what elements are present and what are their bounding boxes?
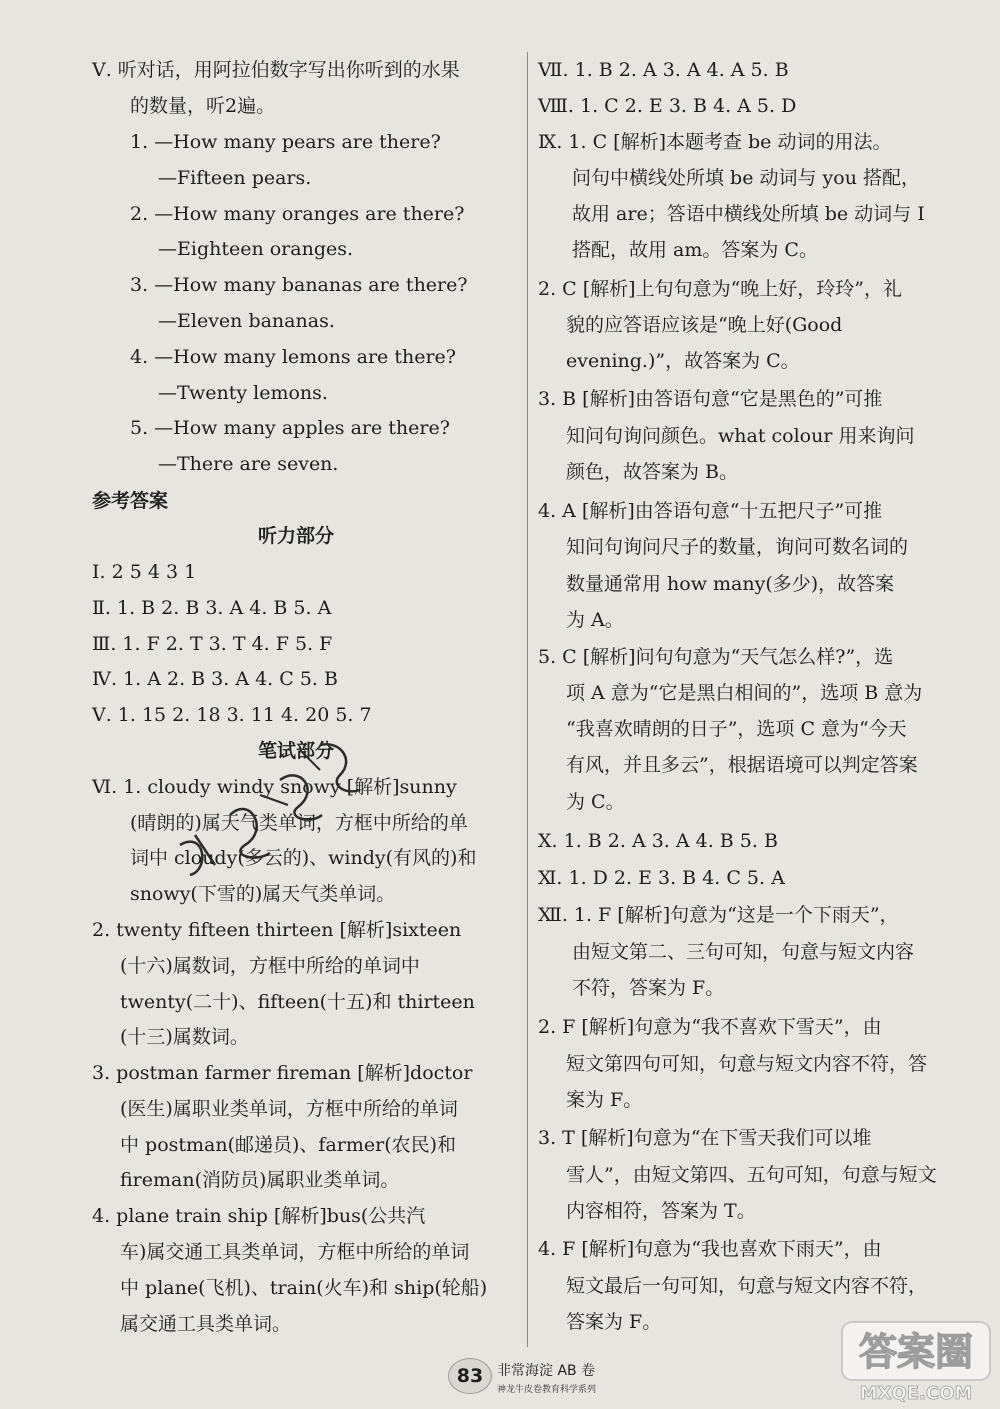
text-line: 3. B [解析]由答语句意“它是黑色的”可推: [538, 388, 883, 410]
text-line: Ⅸ. 1. C [解析]本题考查 be 动词的用法。: [538, 131, 892, 153]
text-line: 4. A [解析]由答语句意“十五把尺子”可推: [538, 500, 883, 522]
series-name: 神龙牛皮卷教育科学系列: [497, 1385, 597, 1395]
handwriting-scribble: [170, 735, 390, 885]
text-line: —Eighteen oranges.: [158, 238, 354, 260]
text-line: Ⅰ. 2 5 4 3 1: [92, 561, 197, 583]
text-line: Ⅶ. 1. B 2. A 3. A 4. A 5. B: [538, 59, 789, 81]
text-line: 2. C [解析]上句句意为“晚上好，玲玲”，礼: [538, 278, 902, 300]
text-line: Ⅻ. 1. F [解析]句意为“这是一个下雨天”，: [538, 904, 899, 926]
text-line: 2. twenty fifteen thirteen [解析]sixteen: [92, 919, 462, 941]
text-line: 内容相符，答案为 T。: [566, 1200, 756, 1222]
text-line: Ⅹ. 1. B 2. A 3. A 4. B 5. B: [538, 830, 778, 852]
text-line: (十六)属数词，方框中所给的单词中: [120, 955, 420, 977]
text-line: 2. —How many oranges are there?: [130, 203, 465, 225]
text-line: —Twenty lemons.: [158, 382, 328, 404]
text-line: 短文最后一句可知，句意与短文内容不符，: [566, 1275, 928, 1297]
text-line: 4. plane train ship [解析]bus(公共汽: [92, 1205, 426, 1227]
text-line: 属交通工具类单词。: [120, 1313, 292, 1335]
text-line: 搭配，故用 am。答案为 C。: [572, 239, 818, 261]
text-line: 车)属交通工具类单词，方框中所给的单词: [120, 1241, 470, 1263]
text-line: 数量通常用 how many(多少)，故答案: [566, 573, 895, 595]
section-heading: 参考答案: [92, 490, 169, 512]
text-line: 为 A。: [566, 609, 624, 631]
text-line: Ⅴ. 听对话，用阿拉伯数字写出你听到的水果: [92, 59, 460, 81]
text-line: Ⅱ. 1. B 2. B 3. A 4. B 5. A: [92, 597, 332, 619]
text-line: 知问句询问尺子的数量，询问可数名词的: [566, 536, 909, 558]
section-heading: 笔试部分: [258, 740, 335, 762]
text-line: 3. T [解析]句意为“在下雪天我们可以堆: [538, 1127, 872, 1149]
text-line: 案为 F。: [566, 1089, 643, 1111]
text-line: 5. C [解析]问句句意为“天气怎么样?”，选: [538, 646, 894, 668]
text-line: —Fifteen pears.: [158, 167, 312, 189]
text-line: Ⅷ. 1. C 2. E 3. B 4. A 5. D: [538, 95, 797, 117]
watermark-logo: [838, 1318, 994, 1404]
text-line: 不符，答案为 F。: [572, 977, 725, 999]
text-line: 由短文第二、三句可知，句意与短文内容: [572, 941, 915, 963]
text-line: 4. F [解析]句意为“我也喜欢下雨天”，由: [538, 1238, 882, 1260]
text-line: “我喜欢晴朗的日子”，选项 C 意为“今天: [566, 718, 907, 740]
text-line: 颜色，故答案为 B。: [566, 461, 739, 483]
text-line: 词中 cloudy(多云的)、windy(有风的)和: [130, 847, 477, 869]
text-line: 4. —How many lemons are there?: [130, 346, 456, 368]
book-title: 非常海淀 AB 卷: [497, 1363, 596, 1379]
text-line: fireman(消防员)属职业类单词。: [120, 1169, 400, 1191]
text-line: (晴朗的)属天气类单词，方框中所给的单: [130, 812, 468, 834]
text-line: 3. —How many bananas are there?: [130, 274, 468, 296]
text-line: 中 postman(邮递员)、farmer(农民)和: [120, 1134, 457, 1156]
text-line: —Eleven bananas.: [158, 310, 335, 332]
text-line: 知问句询问颜色。what colour 用来询问: [566, 425, 915, 447]
text-line: 短文第四句可知，句意与短文内容不符，答: [566, 1053, 928, 1075]
text-line: 故用 are；答语中横线处所填 be 动词与 I: [572, 203, 925, 225]
text-line: 问句中横线处所填 be 动词与 you 搭配，: [572, 167, 920, 189]
watermark-url: MXQE.COM: [859, 1383, 973, 1404]
text-line: 5. —How many apples are there?: [130, 417, 450, 439]
text-line: 1. —How many pears are there?: [130, 131, 441, 153]
text-line: 项 A 意为“它是黑白相间的”，选项 B 意为: [566, 682, 923, 704]
column-divider: [527, 52, 528, 1347]
text-line: 雪人”，由短文第四、五句可知，句意与短文: [566, 1164, 937, 1186]
text-line: snowy(下雪的)属天气类单词。: [130, 883, 396, 905]
text-line: Ⅵ. 1. cloudy windy snowy [解析]sunny: [92, 776, 457, 798]
text-line: 答案为 F。: [566, 1311, 662, 1333]
text-line: Ⅲ. 1. F 2. T 3. T 4. F 5. F: [92, 633, 333, 655]
text-line: 为 C。: [566, 791, 625, 813]
text-line: 中 plane(飞机)、train(火车)和 ship(轮船): [120, 1277, 488, 1299]
text-line: 有风，并且多云”，根据语境可以判定答案: [566, 754, 918, 776]
text-line: 2. F [解析]句意为“我不喜欢下雪天”，由: [538, 1016, 882, 1038]
text-line: evening.)”，故答案为 C。: [566, 350, 800, 372]
text-line: —There are seven.: [158, 453, 339, 475]
text-line: 貌的应答语应该是“晚上好(Good: [566, 314, 843, 336]
page-number: 83: [448, 1358, 492, 1394]
text-line: (十三)属数词。: [120, 1026, 249, 1048]
text-line: (医生)属职业类单词，方框中所给的单词: [120, 1098, 458, 1120]
text-line: Ⅴ. 1. 15 2. 18 3. 11 4. 20 5. 7: [92, 704, 372, 726]
text-line: 3. postman farmer fireman [解析]doctor: [92, 1062, 473, 1084]
text-line: 的数量，听2遍。: [130, 95, 276, 117]
watermark-text: 答案圈: [858, 1330, 974, 1374]
text-line: Ⅺ. 1. D 2. E 3. B 4. C 5. A: [538, 867, 785, 889]
text-line: twenty(二十)、fifteen(十五)和 thirteen: [120, 991, 475, 1013]
text-line: Ⅳ. 1. A 2. B 3. A 4. C 5. B: [92, 668, 338, 690]
section-heading: 听力部分: [258, 525, 335, 547]
